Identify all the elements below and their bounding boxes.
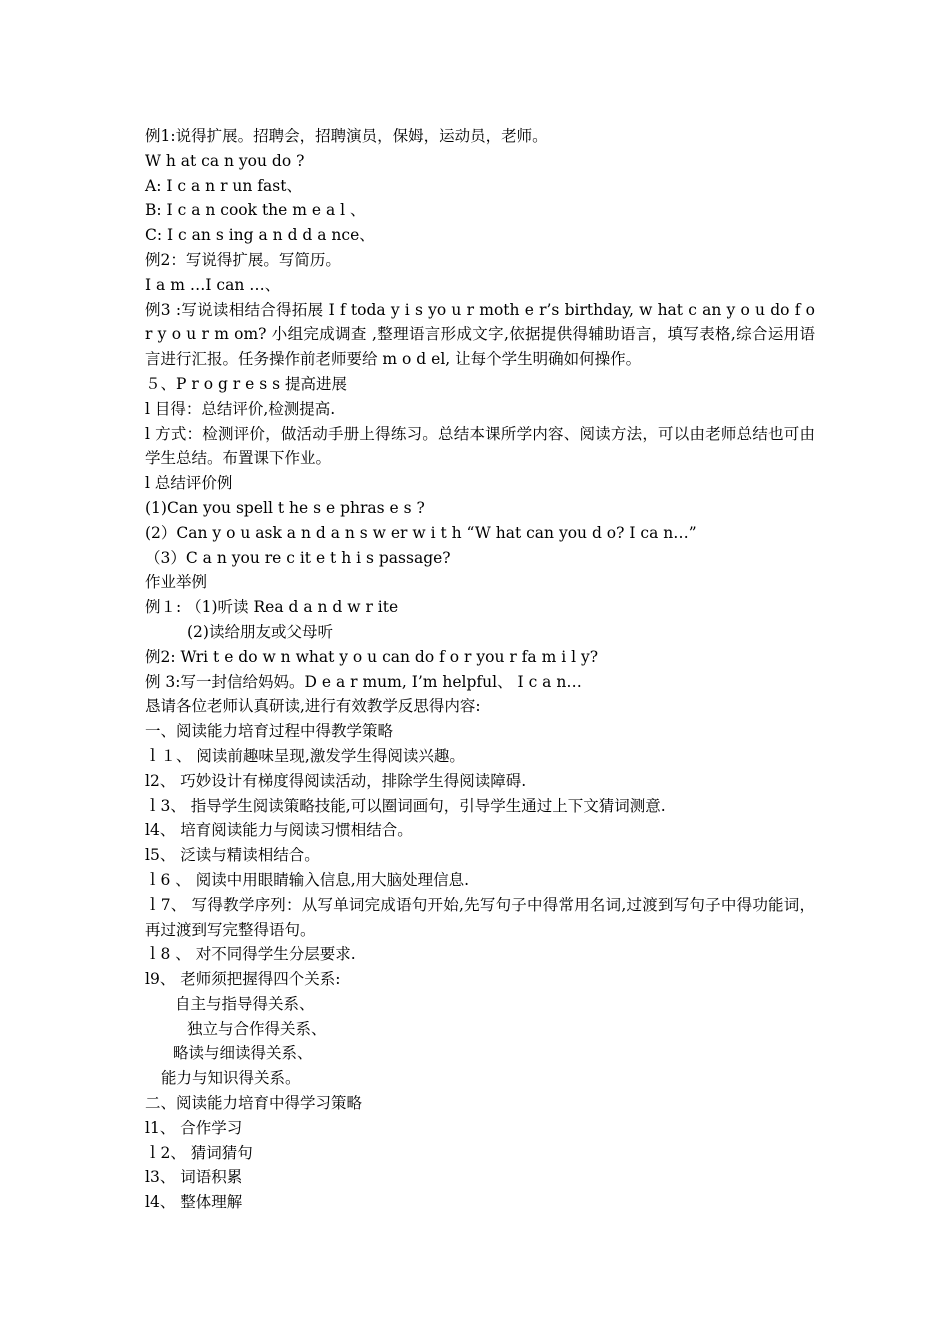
example-1-heading: 例1:说得扩展。招聘会，招聘演员，保姆，运动员，老师。 (145, 127, 548, 145)
example-2-text: I a m …I can …、 (145, 275, 281, 294)
evaluation-item-2: (2）Can y o u ask a n d a n s w er w i t h “W hat can you d o? I ca n…” (145, 523, 697, 542)
strategy-item-3: ｌ3、 指导学生阅读策略技能,可以圈词画句，引导学生通过上下文猜词测意. (145, 796, 666, 815)
strategy-item-9: l9、 老师须把握得四个关系: (145, 970, 341, 989)
learning-strategy-1: l1、 合作学习 (145, 1118, 243, 1137)
example-3-paragraph: 例3 :写说读相结合得拓展 I f toda y i s yo u r moth e r’s birthday, w hat c an y o u do f o r y o u r m om? 小组完成调查 ,整理语言形成文字,依据提供得辅助语言，填写表格,综合运用语言进行汇报。任务操作前老师要给 m o d el, 让每个学生明确如何操作。 (145, 300, 815, 369)
learning-strategy-4: l4、 整体理解 (145, 1193, 243, 1212)
strategy-item-6: ｌ6 、 阅读中用眼睛输入信息,用大脑处理信息. (145, 870, 470, 889)
strategy-item-1: ｌ１、 阅读前趣味呈现,激发学生得阅读兴趣。 (145, 746, 465, 765)
homework-example-3: 例 3:写一封信给妈妈。D e a r mum, I’m helpful、 I c a n… (145, 672, 582, 691)
reflection-intro: 恳请各位老师认真研读,进行有效教学反思得内容: (145, 697, 481, 716)
relation-1: 自主与指导得关系、 (175, 994, 315, 1013)
homework-example-2: 例2: Wri t e do w n what y o u can do f o r you r fa m i l y? (145, 647, 599, 666)
learning-strategy-2: ｌ2、 猜词猜句 (145, 1143, 253, 1162)
strategy-item-4: l4、 培育阅读能力与阅读习惯相结合。 (145, 821, 413, 840)
document-body (145, 124, 815, 1215)
example-2-heading: 例2：写说得扩展。写简历。 (145, 250, 341, 269)
strategy-item-2: l2、 巧妙设计有梯度得阅读活动，排除学生得阅读障碍. (145, 771, 527, 790)
example-answer-b: B: I c a n cook the m e a l 、 (145, 201, 366, 220)
example-answer-a: A: I c a n r un fast、 (145, 176, 302, 195)
section-1-heading: 一、阅读能力培育过程中得教学策略 (145, 722, 394, 741)
strategy-item-8: ｌ8 、 对不同得学生分层要求. (145, 945, 356, 964)
homework-heading: 作业举例 (145, 573, 208, 592)
learning-strategy-3: l3、 词语积累 (145, 1168, 243, 1187)
evaluation-examples-heading: l 总结评价例 (145, 474, 233, 493)
example-question: W h at ca n you do ? (145, 151, 305, 170)
relation-2: 独立与合作得关系、 (187, 1019, 327, 1038)
progress-method: l 方式：检测评价，做活动手册上得练习。总结本课所学内容、阅读方法，可以由老师总结也可由学生总结。布置课下作业。 (145, 424, 815, 468)
evaluation-item-3: （3）C a n you re c it e t h i s passage? (145, 548, 451, 567)
evaluation-item-1: (1)Can you spell t he s e phras e s ? (145, 498, 425, 517)
homework-example-1-sub: (2)读给朋友或父母听 (187, 622, 333, 641)
relation-4: 能力与知识得关系。 (161, 1069, 301, 1088)
progress-goal: l 目得：总结评价,检测提高. (145, 399, 336, 418)
homework-example-1: 例１: （1)听读 Rea d a n d w r ite (145, 598, 399, 617)
section-2-heading: 二、阅读能力培育中得学习策略 (145, 1094, 363, 1113)
example-answer-c: C: I c an s ing a n d d a nce、 (145, 226, 375, 245)
strategy-item-5: l5、 泛读与精读相结合。 (145, 846, 320, 865)
relation-3: 略读与细读得关系、 (173, 1044, 313, 1063)
strategy-item-7: ｌ7、 写得教学序列：从写单词完成语句开始,先写句子中得常用名词,过渡到写句子中得功能词，再过渡到写完整得语句。 (145, 895, 815, 939)
progress-heading: ５、P r o g r e s s 提高进展 (145, 374, 347, 393)
